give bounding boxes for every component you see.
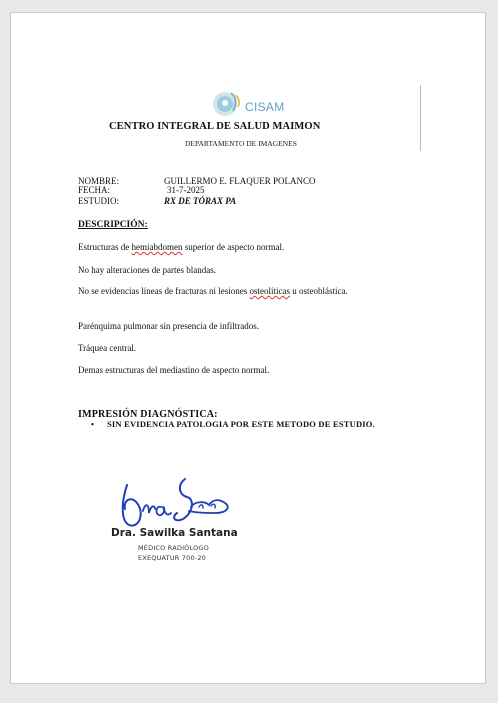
margin-line	[420, 85, 421, 151]
description-paragraph-4: Parénquima pulmonar sin presencia de infiltrados.	[78, 321, 259, 331]
doctor-registration: EXEQUATUR 700-20	[138, 554, 207, 562]
impression-heading: IMPRESIÓN DIAGNÓSTICA:	[78, 409, 218, 420]
p3-spellcheck-word: osteolíticas	[249, 286, 290, 296]
p1-spellcheck-word: hemiabdomen	[131, 242, 183, 252]
organization-name: CENTRO INTEGRAL DE SALUD MAIMON	[109, 121, 321, 132]
description-paragraph-6: Demas estructuras del mediastino de aspecto normal.	[78, 365, 270, 375]
doctor-name: Dra. Sawilka Santana	[111, 527, 238, 539]
impression-item-text: SIN EVIDENCIA PATOLOGIA POR ESTE METODO DE ESTUDIO.	[107, 419, 375, 429]
description-paragraph-2: No hay alteraciones de partes blandas.	[78, 265, 216, 275]
p1-text-before: Estructuras de	[78, 242, 132, 252]
p3-text-before: No se evidencias líneas de fracturas ni lesiones	[78, 286, 250, 296]
description-heading: DESCRIPCIÓN:	[78, 220, 148, 230]
name-label: NOMBRE:	[78, 176, 120, 186]
p1-text-after: superior de aspecto normal.	[182, 242, 285, 252]
study-label: ESTUDIO:	[78, 196, 119, 206]
logo-mark-icon	[211, 89, 245, 119]
description-paragraph-5: Tráquea central.	[78, 343, 137, 353]
department-name: DEPARTAMENTO DE IMAGENES	[185, 139, 297, 148]
bullet-icon: •	[91, 419, 95, 429]
logo-text: CISAM	[245, 100, 285, 114]
doctor-title: MÉDICO RADIÓLOGO	[138, 544, 209, 552]
p3-text-after: u osteoblástica.	[289, 286, 348, 296]
handwritten-signature	[115, 473, 235, 531]
impression-item	[91, 419, 375, 429]
description-paragraph-3	[78, 286, 378, 298]
description-paragraph-1	[78, 242, 378, 254]
cisam-logo	[211, 89, 291, 121]
date-value: 31-7-2025	[167, 185, 205, 195]
study-value: RX DE TÓRAX PA	[164, 196, 237, 206]
date-label: FECHA:	[78, 185, 111, 195]
document-page	[10, 12, 486, 684]
name-value: GUILLERMO E. FLAQUER POLANCO	[164, 176, 316, 186]
